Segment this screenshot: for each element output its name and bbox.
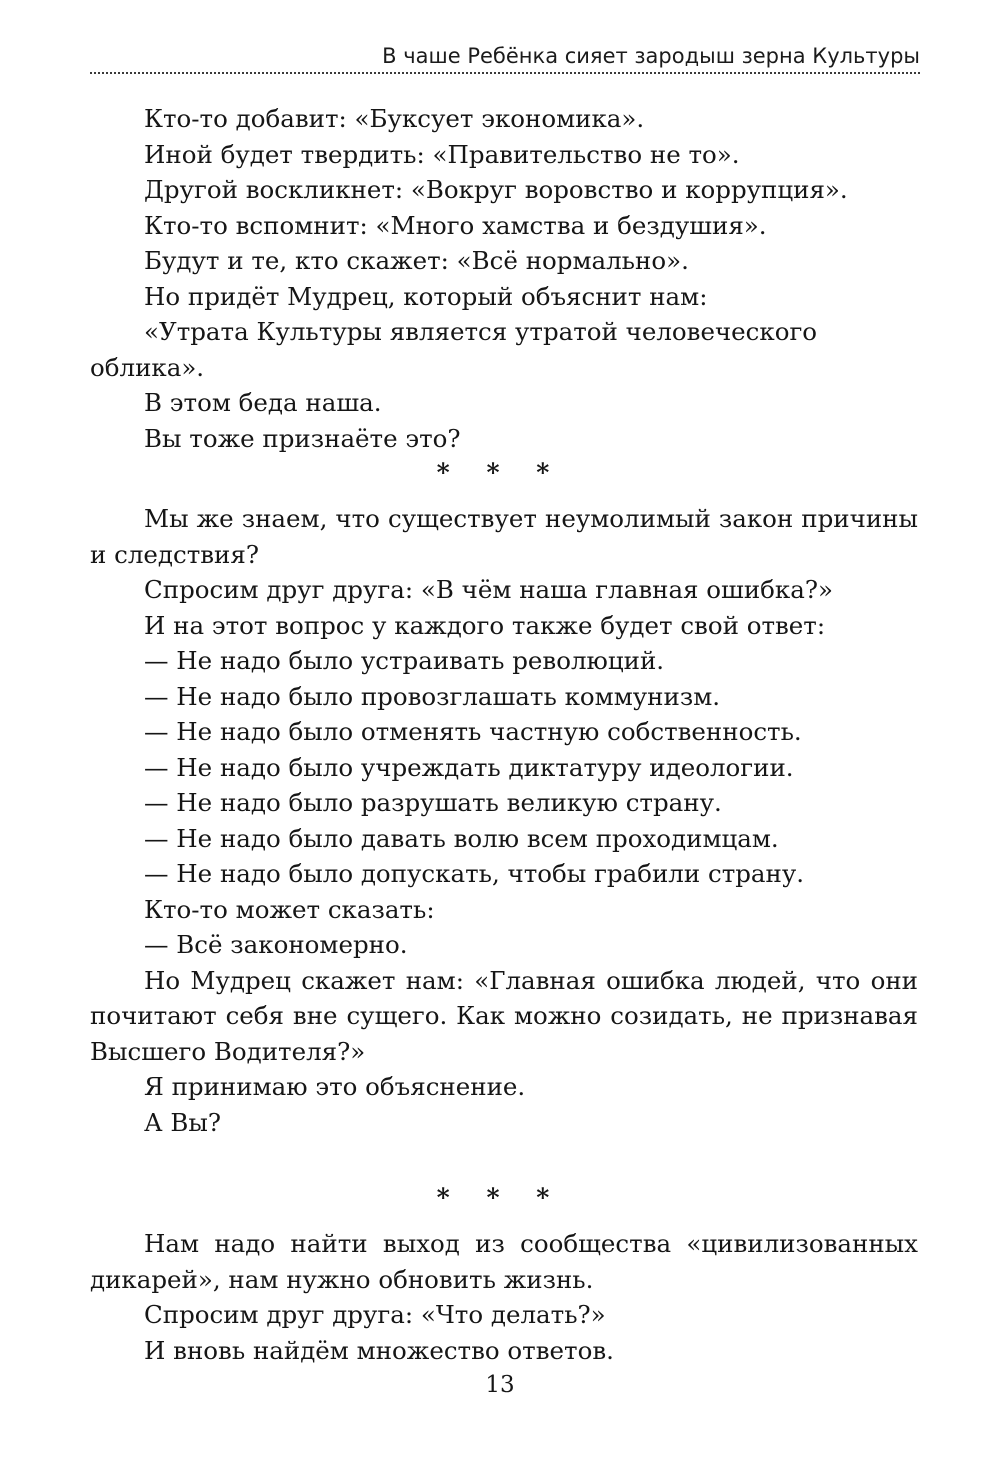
paragraph: Вы тоже признаёте это?	[144, 423, 461, 453]
paragraph: А Вы?	[144, 1107, 221, 1137]
section-separator: * * *	[436, 458, 564, 487]
dash-list-item: — Не надо было устраивать революций.	[144, 646, 665, 675]
running-header: В чаше Ребёнка сияет зародыш зерна Культуры	[382, 44, 920, 68]
paragraph: Но придёт Мудрец, который объяснит нам:	[144, 281, 708, 311]
dash-list-item: — Не надо было провозглашать коммунизм.	[144, 681, 721, 711]
dash-list-item: — Всё закономерно.	[144, 930, 408, 959]
text-section-3	[90, 1226, 918, 1368]
paragraph: Другой воскликнет: «Вокруг воровство и коррупция».	[144, 175, 848, 204]
paragraph: И на этот вопрос у каждого также будет свой ответ:	[144, 610, 826, 640]
paragraph: Кто-то может сказать:	[144, 894, 435, 924]
paragraph: Иной будет твердить: «Правительство не то».	[144, 139, 740, 169]
dash-list-item: — Не надо было допускать, чтобы грабили страну.	[144, 859, 805, 888]
header-dotted-rule	[90, 72, 920, 74]
paragraph: Будут и те, кто скажет: «Всё нормально».	[144, 246, 689, 275]
paragraph: «Утрата Культуры является утратой человеческого облика».	[90, 317, 818, 382]
dash-list-item: — Не надо было отменять частную собственность.	[144, 717, 802, 746]
text-section-2	[90, 501, 918, 1140]
page-number: 13	[485, 1372, 515, 1398]
paragraph: Я принимаю это объяснение.	[144, 1072, 526, 1101]
dash-list-item: — Не надо было давать волю всем проходимцам.	[144, 823, 779, 853]
dash-list-item: — Не надо было разрушать великую страну.	[144, 788, 722, 817]
paragraph: Спросим друг друга: «Что делать?»	[144, 1300, 606, 1329]
paragraph: И вновь найдём множество ответов.	[144, 1335, 614, 1365]
section-separator: * * *	[436, 1183, 564, 1212]
dash-list-item: — Не надо было учреждать диктатуру идеологии.	[144, 752, 794, 782]
paragraph: Спросим друг друга: «В чём наша главная ошибка?»	[144, 575, 833, 604]
paragraph: Мы же знаем, что существует неумолимый закон причины и следствия?	[90, 504, 918, 569]
paragraph: Нам надо найти выход из сообщества «цивилизованных дикарей», нам нужно обновить жизнь.	[90, 1229, 918, 1294]
text-section-1	[90, 101, 918, 456]
paragraph: Но Мудрец скажет нам: «Главная ошибка людей, что они почитают себя вне сущего. Как можно созидать, не признавая Высшего Водителя?»	[90, 965, 918, 1066]
paragraph: Кто-то вспомнит: «Много хамства и бездушия».	[144, 210, 767, 240]
paragraph: Кто-то добавит: «Буксует экономика».	[144, 104, 645, 133]
paragraph: В этом беда наша.	[144, 388, 382, 417]
